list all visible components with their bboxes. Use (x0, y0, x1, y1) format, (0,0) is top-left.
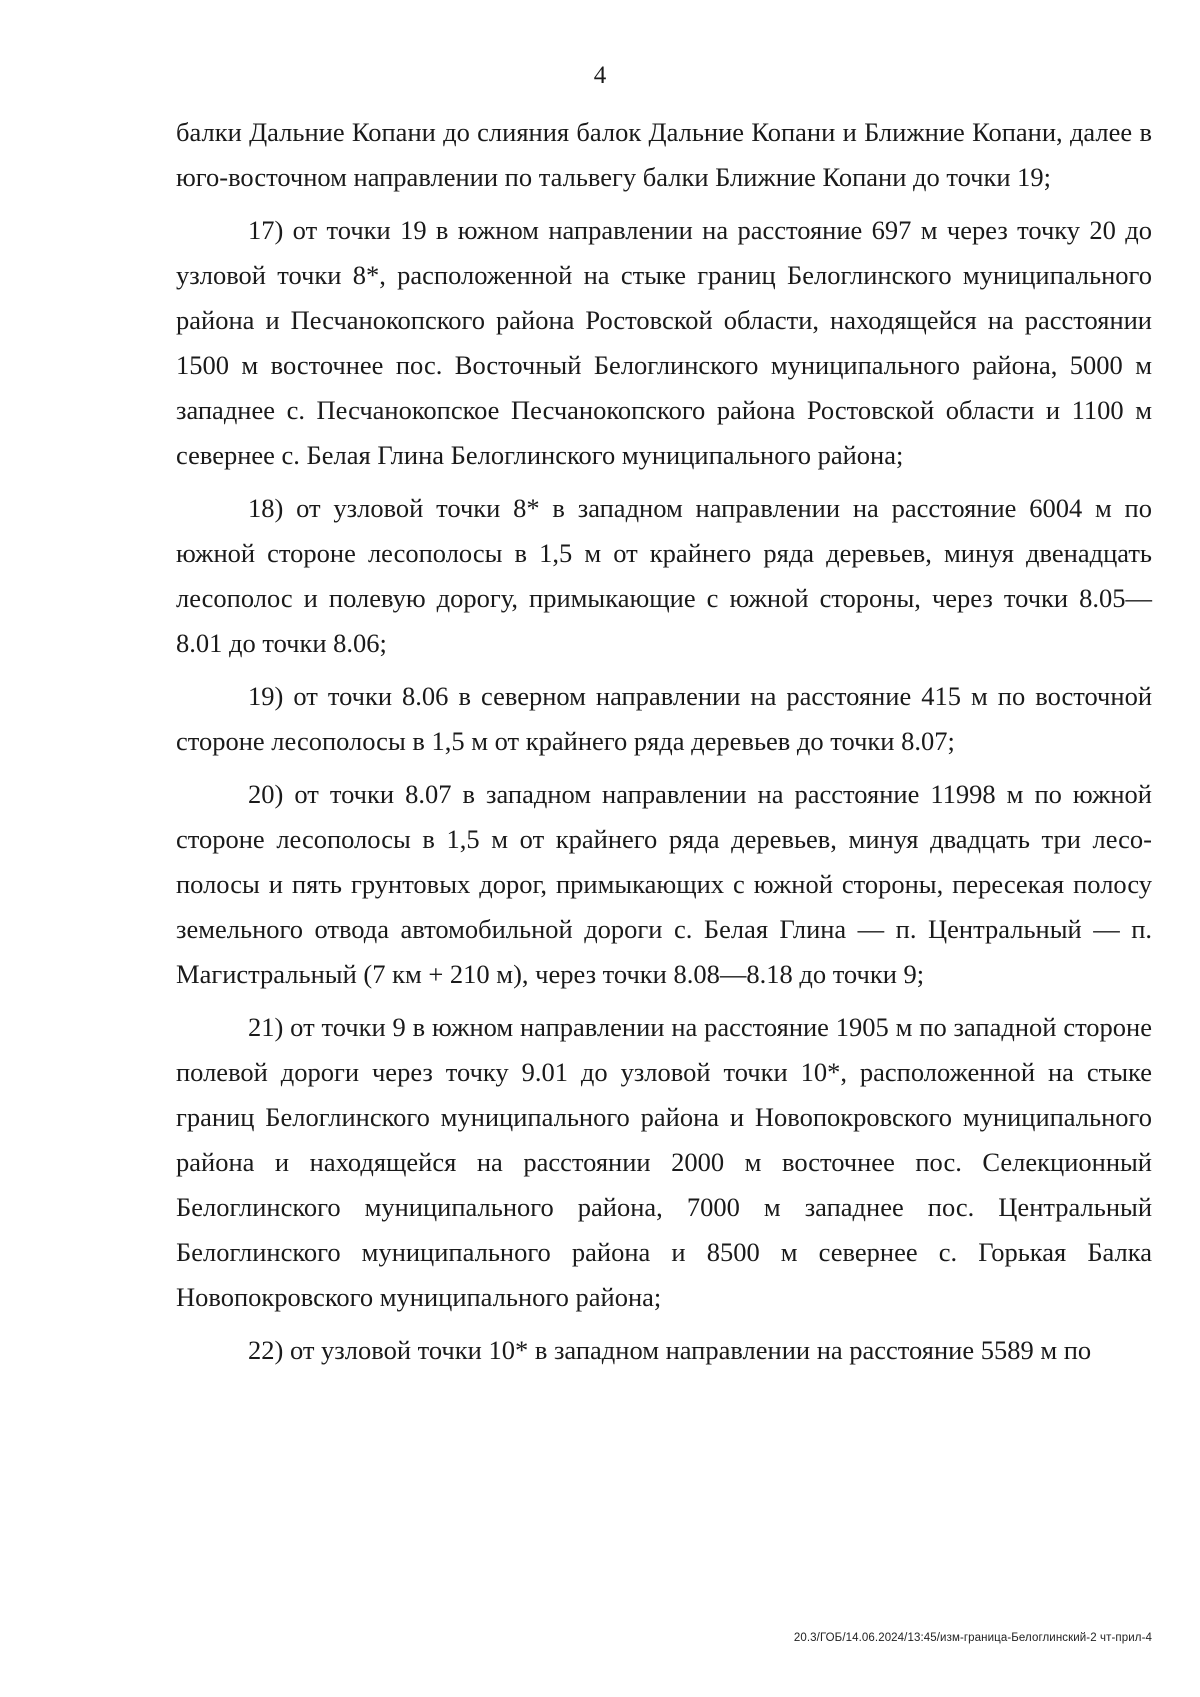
paragraph-item-20: 20) от точки 8.07 в западном направлении на расстояние 11998 м по южной стороне лесополосы в 1,5 м от крайнего ряда деревьев, минуя двадцать три лесополосы и пять грунтовых дорог, примыкающих с южной стороны, пересекая полосу земельного отвода автомобильной дороги с. Белая Глина — п. Центральный — п. Магистральный (7 км + 210 м), через точки 8.08—8.18 до точки 9; (176, 779, 1152, 989)
paragraph-item-21: 21) от точки 9 в южном направлении на расстояние 1905 м по западной стороне полевой дороги через точку 9.01 до узловой точки 10*, расположенной на стыке границ Белоглинского муниципального района и Новопокровского муниципального района и находящейся на расстоянии 2000 м восточнее пос. Селекционный Белоглинского муниципального района, 7000 м западнее пос. Центральный Белоглинского муниципального района и 8500 м севернее с. Горькая Балка Новопокровского муниципального района; (176, 1012, 1152, 1312)
paragraph-item-18: 18) от узловой точки 8* в западном направлении на расстояние 6004 м по южной стороне лесополосы в 1,5 м от крайнего ряда деревьев, минуя двенадцать лесополос и полевую дорогу, примыкающие с южной стороны, через точки 8.05—8.01 до точки 8.06; (176, 493, 1152, 658)
paragraph-item-22: 22) от узловой точки 10* в западном направлении на расстояние 5589 м по (248, 1335, 1092, 1365)
paragraph-item-19: 19) от точки 8.06 в северном направлении на расстояние 415 м по восточной стороне лесополосы в 1,5 м от крайнего ряда деревьев до точки 8.07; (176, 681, 1152, 756)
page-number: 4 (593, 62, 607, 89)
document-footer-code: 20.3/ГОБ/14.06.2024/13:45/изм-граница-Белоглинский-2 чт-прил-4 (793, 1632, 1152, 1644)
paragraph-item-17: 17) от точки 19 в южном направлении на расстояние 697 м через точку 20 до узловой точки 8*, расположенной на стыке границ Белоглинского муниципального района и Песчанокопского района Ростовской области, находящейся на расстоянии 1500 м восточнее пос. Восточный Белоглинского муниципального района, 5000 м западнее с. Песчанокопское Песчанокопского района Ростовской области и 1100 м севернее с. Белая Глина Белоглинского муниципального района; (176, 215, 1152, 470)
paragraph-continuation: балки Дальние Копани до слияния балок Дальние Копани и Ближние Копани, далее в юго-восточном направлении по тальвегу балки Ближние Копани до точки 19; (176, 117, 1152, 192)
document-body (176, 110, 1152, 1381)
